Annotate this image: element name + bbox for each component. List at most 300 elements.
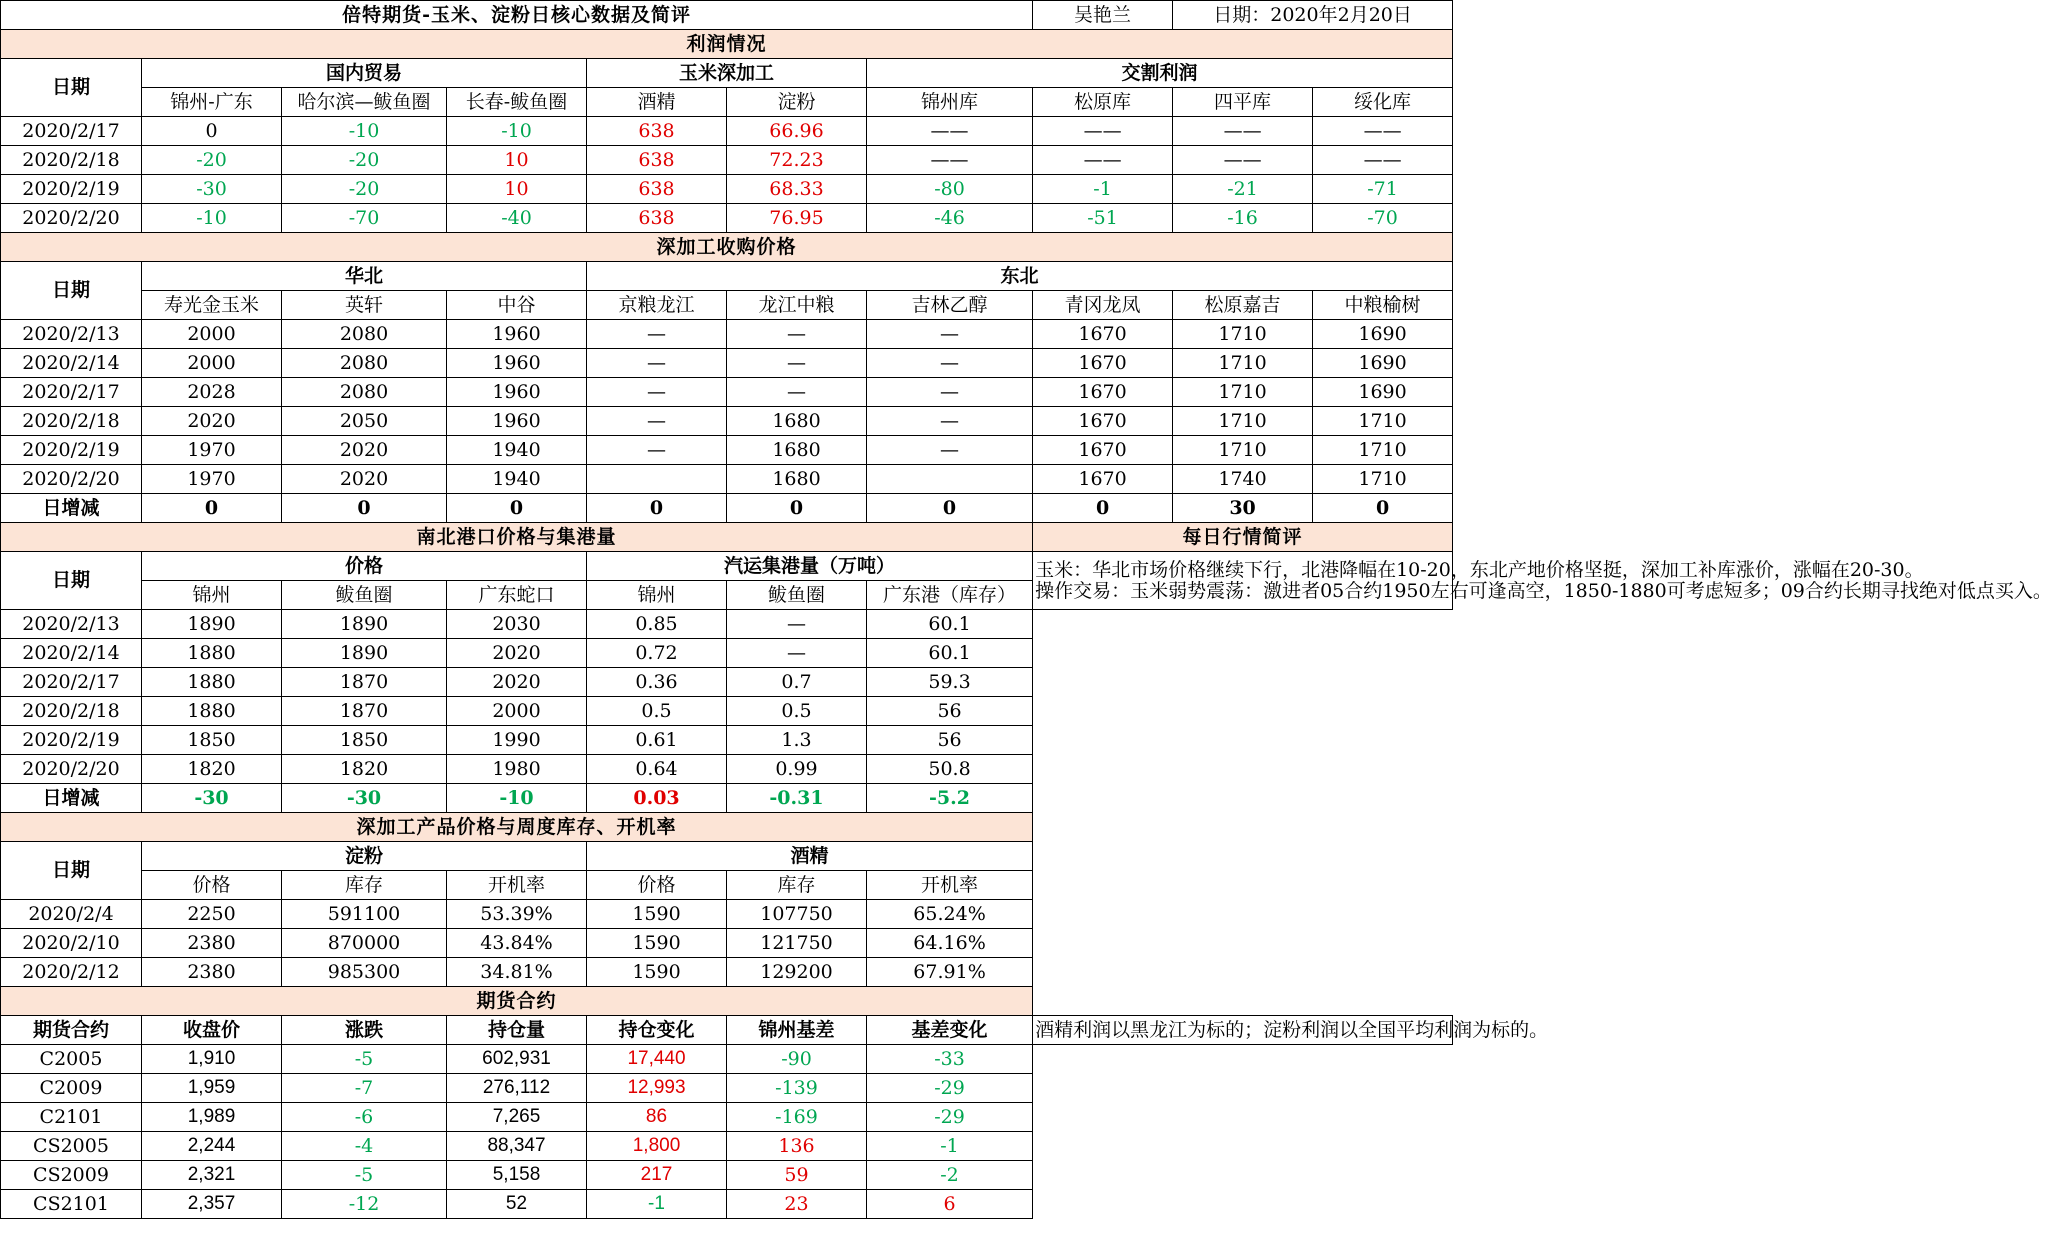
table-cell: 1870 — [282, 668, 447, 697]
table-row — [1, 146, 1453, 175]
table-cell: -80 — [867, 175, 1033, 204]
table-cell: 1,959 — [142, 1074, 282, 1103]
table-cell: 2020/2/12 — [1, 958, 142, 987]
table-cell: -51 — [1033, 204, 1173, 233]
table-cell: 12,993 — [587, 1074, 727, 1103]
table-cell: 1890 — [142, 610, 282, 639]
column-header: 基差变化 — [867, 1016, 1033, 1045]
table-cell: 217 — [587, 1161, 727, 1190]
table-cell: 64.16% — [867, 929, 1033, 958]
column-header: 锦州库 — [867, 88, 1033, 117]
table-cell: 2050 — [282, 407, 447, 436]
table-cell: 2020/2/17 — [1, 668, 142, 697]
column-header: 中谷 — [447, 291, 587, 320]
table-cell: 1980 — [447, 755, 587, 784]
port-change-row — [1, 784, 1453, 813]
column-header: 中粮榆树 — [1313, 291, 1453, 320]
table-cell: 53.39% — [447, 900, 587, 929]
table-cell: —— — [1173, 146, 1313, 175]
table-cell: 1690 — [1313, 349, 1453, 378]
table-cell: 52 — [447, 1190, 587, 1219]
table-cell: 1590 — [587, 929, 727, 958]
column-header: 京粮龙江 — [587, 291, 727, 320]
table-cell: 66.96 — [727, 117, 867, 146]
table-cell: — — [727, 320, 867, 349]
purchase-group-north: 华北 — [142, 262, 587, 291]
table-cell: 0 — [867, 494, 1033, 523]
commentary-paragraph: 操作交易：玉米弱势震荡：激进者05合约1950左右可逢高空，1850-1880可考虑短多；09合约长期寻找绝对低点买入。 — [1035, 579, 2052, 602]
table-cell: —— — [867, 146, 1033, 175]
table-cell: — — [587, 378, 727, 407]
table-cell: 1960 — [447, 407, 587, 436]
table-cell: 59 — [727, 1161, 867, 1190]
table-cell: -29 — [867, 1074, 1033, 1103]
table-cell: — — [867, 407, 1033, 436]
table-cell — [587, 465, 727, 494]
commentary-section-title: 每日行情简评 — [1033, 523, 1453, 552]
table-cell: CS2005 — [1, 1132, 142, 1161]
table-cell: 2020/2/19 — [1, 436, 142, 465]
table-cell: — — [727, 639, 867, 668]
products-group-alcohol: 酒精 — [587, 842, 1033, 871]
table-cell: 0.03 — [587, 784, 727, 813]
table-cell: — — [727, 349, 867, 378]
table-cell: — — [727, 378, 867, 407]
table-cell: — — [587, 407, 727, 436]
table-cell: 2000 — [447, 697, 587, 726]
table-row — [1, 639, 1453, 668]
report-title: 倍特期货-玉米、淀粉日核心数据及简评 — [1, 1, 1033, 30]
column-header: 开机率 — [867, 871, 1033, 900]
table-cell: -33 — [867, 1045, 1033, 1074]
table-cell: 1880 — [142, 639, 282, 668]
port-group-volume: 汽运集港量（万吨） — [587, 552, 1033, 581]
table-row — [1, 697, 1453, 726]
row-label: 日增减 — [1, 494, 142, 523]
table-cell: 1710 — [1173, 378, 1313, 407]
table-cell: 56 — [867, 726, 1033, 755]
table-cell: 1850 — [282, 726, 447, 755]
table-cell: 985300 — [282, 958, 447, 987]
table-cell: 10 — [447, 175, 587, 204]
table-row — [1, 407, 1453, 436]
table-cell: 2020 — [282, 436, 447, 465]
column-header: 长春-鲅鱼圈 — [447, 88, 587, 117]
column-header: 持仓量 — [447, 1016, 587, 1045]
column-header: 淀粉 — [727, 88, 867, 117]
column-header: 价格 — [587, 871, 727, 900]
table-cell: 107750 — [727, 900, 867, 929]
table-cell: 2020 — [447, 668, 587, 697]
purchase-change-row — [1, 494, 1453, 523]
table-cell: 34.81% — [447, 958, 587, 987]
table-cell: 1710 — [1173, 407, 1313, 436]
products-rows — [1, 900, 1453, 987]
table-cell: 2020/2/18 — [1, 407, 142, 436]
commentary-note: 酒精利润以黑龙江为标的；淀粉利润以全国平均利润为标的。 — [1033, 1016, 1453, 1045]
table-cell: 0 — [587, 494, 727, 523]
table-cell: 1940 — [447, 465, 587, 494]
table-cell: 2,357 — [142, 1190, 282, 1219]
column-header: 锦州 — [587, 581, 727, 610]
table-cell: 1670 — [1033, 465, 1173, 494]
table-cell: 67.91% — [867, 958, 1033, 987]
table-row — [1, 378, 1453, 407]
table-cell: 1670 — [1033, 436, 1173, 465]
table-cell: 1,910 — [142, 1045, 282, 1074]
column-header: 锦州 — [142, 581, 282, 610]
table-cell: 2000 — [142, 349, 282, 378]
table-cell: C2101 — [1, 1103, 142, 1132]
column-header: 酒精 — [587, 88, 727, 117]
purchase-rows — [1, 320, 1453, 494]
purchase-section-title: 深加工收购价格 — [1, 233, 1453, 262]
table-cell: -4 — [282, 1132, 447, 1161]
futures-section-title: 期货合约 — [1, 987, 1033, 1016]
table-cell: -5.2 — [867, 784, 1033, 813]
profit-section-title: 利润情况 — [1, 30, 1453, 59]
table-cell: -10 — [447, 784, 587, 813]
table-row — [1, 929, 1453, 958]
table-cell: 1690 — [1313, 320, 1453, 349]
table-cell: —— — [1173, 117, 1313, 146]
table-cell: 72.23 — [727, 146, 867, 175]
table-cell: 1710 — [1313, 465, 1453, 494]
table-cell: -30 — [142, 175, 282, 204]
table-row — [1, 610, 1453, 639]
table-cell: -10 — [142, 204, 282, 233]
table-row — [1, 1103, 1453, 1132]
table-row — [1, 726, 1453, 755]
table-cell: 0.72 — [587, 639, 727, 668]
table-cell: 2020/2/20 — [1, 755, 142, 784]
table-cell: 17,440 — [587, 1045, 727, 1074]
table-cell: 2020/2/18 — [1, 146, 142, 175]
table-cell: -30 — [282, 784, 447, 813]
table-cell: -21 — [1173, 175, 1313, 204]
table-cell: — — [867, 378, 1033, 407]
table-cell: 1870 — [282, 697, 447, 726]
table-cell: 638 — [587, 175, 727, 204]
table-cell: 1960 — [447, 320, 587, 349]
table-cell: 1960 — [447, 349, 587, 378]
table-cell: 2080 — [282, 349, 447, 378]
table-cell: 1680 — [727, 465, 867, 494]
table-cell: 638 — [587, 117, 727, 146]
table-cell: 1670 — [1033, 407, 1173, 436]
table-cell: 7,265 — [447, 1103, 587, 1132]
table-cell: — — [867, 349, 1033, 378]
table-cell: 870000 — [282, 929, 447, 958]
table-cell: -10 — [447, 117, 587, 146]
column-header: 青冈龙凤 — [1033, 291, 1173, 320]
table-cell: —— — [1313, 117, 1453, 146]
column-header: 英轩 — [282, 291, 447, 320]
table-cell: 2380 — [142, 929, 282, 958]
table-cell: 0.36 — [587, 668, 727, 697]
table-cell: -90 — [727, 1045, 867, 1074]
commentary-paragraph: 玉米：华北市场价格继续下行，北港降幅在10-20，东北产地价格坚挺，深加工补库涨价，涨幅在20-30。 — [1035, 558, 1924, 581]
table-cell: -70 — [282, 204, 447, 233]
column-header: 鲅鱼圈 — [282, 581, 447, 610]
table-cell: 1690 — [1313, 378, 1453, 407]
column-header: 四平库 — [1173, 88, 1313, 117]
table-cell: 2020 — [282, 465, 447, 494]
table-cell: 1960 — [447, 378, 587, 407]
table-cell: 1890 — [282, 639, 447, 668]
table-row — [1, 349, 1453, 378]
column-header: 寿光金玉米 — [142, 291, 282, 320]
table-cell: 0.5 — [587, 697, 727, 726]
column-header: 松原嘉吉 — [1173, 291, 1313, 320]
table-row — [1, 958, 1453, 987]
table-cell: -1 — [587, 1190, 727, 1219]
table-cell: C2009 — [1, 1074, 142, 1103]
table-cell: 1680 — [727, 436, 867, 465]
column-header: 库存 — [727, 871, 867, 900]
table-cell: -40 — [447, 204, 587, 233]
products-group-starch: 淀粉 — [142, 842, 587, 871]
table-cell: -30 — [142, 784, 282, 813]
table-cell: 1680 — [727, 407, 867, 436]
table-cell: -16 — [1173, 204, 1313, 233]
table-cell: 56 — [867, 697, 1033, 726]
table-cell: 0 — [282, 494, 447, 523]
table-cell: C2005 — [1, 1045, 142, 1074]
table-cell: — — [587, 320, 727, 349]
port-section-title: 南北港口价格与集港量 — [1, 523, 1033, 552]
table-cell: 591100 — [282, 900, 447, 929]
table-cell: 1670 — [1033, 378, 1173, 407]
table-cell: 1590 — [587, 900, 727, 929]
table-cell: 2,244 — [142, 1132, 282, 1161]
column-header: 涨跌 — [282, 1016, 447, 1045]
table-cell: 2020/2/17 — [1, 378, 142, 407]
table-cell: -20 — [282, 175, 447, 204]
table-row — [1, 668, 1453, 697]
table-cell: 1710 — [1173, 436, 1313, 465]
table-cell: 2080 — [282, 320, 447, 349]
table-cell: -1 — [867, 1132, 1033, 1161]
table-cell: -46 — [867, 204, 1033, 233]
table-cell: -70 — [1313, 204, 1453, 233]
table-cell: 86 — [587, 1103, 727, 1132]
profit-rows — [1, 117, 1453, 233]
table-cell: 129200 — [727, 958, 867, 987]
table-cell: -7 — [282, 1074, 447, 1103]
table-row — [1, 1161, 1453, 1190]
report-date: 日期：2020年2月20日 — [1173, 1, 1453, 30]
table-cell: 1990 — [447, 726, 587, 755]
table-cell: 60.1 — [867, 610, 1033, 639]
table-cell: 1710 — [1173, 349, 1313, 378]
table-row — [1, 755, 1453, 784]
table-cell: 638 — [587, 146, 727, 175]
table-cell: — — [867, 320, 1033, 349]
table-cell: 2,321 — [142, 1161, 282, 1190]
table-cell: 2250 — [142, 900, 282, 929]
table-cell: 0.5 — [727, 697, 867, 726]
table-cell: 1,800 — [587, 1132, 727, 1161]
table-row — [1, 117, 1453, 146]
table-cell: 1,989 — [142, 1103, 282, 1132]
port-group-price: 价格 — [142, 552, 587, 581]
table-cell: 2020/2/19 — [1, 726, 142, 755]
table-cell: 0.99 — [727, 755, 867, 784]
table-cell: -10 — [282, 117, 447, 146]
port-date-header: 日期 — [1, 552, 142, 610]
table-cell: -5 — [282, 1045, 447, 1074]
port-rows — [1, 610, 1453, 784]
table-cell: 2020/2/13 — [1, 610, 142, 639]
table-cell: -71 — [1313, 175, 1453, 204]
table-cell: -139 — [727, 1074, 867, 1103]
table-row — [1, 436, 1453, 465]
table-cell: 0 — [142, 117, 282, 146]
table-cell: 0 — [142, 494, 282, 523]
table-cell: -20 — [282, 146, 447, 175]
table-row — [1, 465, 1453, 494]
products-date-header: 日期 — [1, 842, 142, 900]
table-cell: 1820 — [142, 755, 282, 784]
table-cell: -2 — [867, 1161, 1033, 1190]
table-cell: 1.3 — [727, 726, 867, 755]
table-cell: —— — [1033, 146, 1173, 175]
table-cell: -5 — [282, 1161, 447, 1190]
futures-column-headers — [1, 1016, 1453, 1045]
table-cell: —— — [1313, 146, 1453, 175]
column-header: 锦州基差 — [727, 1016, 867, 1045]
table-cell: 1670 — [1033, 320, 1173, 349]
column-header: 期货合约 — [1, 1016, 142, 1045]
table-cell: 2020/2/10 — [1, 929, 142, 958]
profit-column-headers — [1, 88, 1453, 117]
table-cell: -169 — [727, 1103, 867, 1132]
table-cell: 88,347 — [447, 1132, 587, 1161]
table-cell: —— — [867, 117, 1033, 146]
table-cell: 2380 — [142, 958, 282, 987]
table-cell: 23 — [727, 1190, 867, 1219]
table-cell: 0.7 — [727, 668, 867, 697]
table-cell: CS2101 — [1, 1190, 142, 1219]
table-cell: CS2009 — [1, 1161, 142, 1190]
table-cell: 1970 — [142, 436, 282, 465]
table-cell: 10 — [447, 146, 587, 175]
table-cell: 0 — [1313, 494, 1453, 523]
table-row — [1, 900, 1453, 929]
table-cell: 68.33 — [727, 175, 867, 204]
column-header: 龙江中粮 — [727, 291, 867, 320]
table-row — [1, 320, 1453, 349]
table-cell: 1880 — [142, 668, 282, 697]
table-cell: 1590 — [587, 958, 727, 987]
table-cell: 2020 — [142, 407, 282, 436]
table-cell: 6 — [867, 1190, 1033, 1219]
column-header: 松原库 — [1033, 88, 1173, 117]
table-cell: -6 — [282, 1103, 447, 1132]
table-row — [1, 1132, 1453, 1161]
table-cell: 1970 — [142, 465, 282, 494]
column-header: 开机率 — [447, 871, 587, 900]
futures-rows — [1, 1045, 1453, 1219]
table-cell: 2020/2/19 — [1, 175, 142, 204]
table-cell: 2030 — [447, 610, 587, 639]
table-cell: 59.3 — [867, 668, 1033, 697]
table-cell: 2020/2/20 — [1, 465, 142, 494]
table-cell: -20 — [142, 146, 282, 175]
table-cell: 2000 — [142, 320, 282, 349]
column-header: 价格 — [142, 871, 282, 900]
column-header: 广东蛇口 — [447, 581, 587, 610]
column-header: 吉林乙醇 — [867, 291, 1033, 320]
profit-group-delivery: 交割利润 — [867, 59, 1453, 88]
table-cell: 2020/2/17 — [1, 117, 142, 146]
table-cell: 1710 — [1173, 320, 1313, 349]
profit-group-processing: 玉米深加工 — [587, 59, 867, 88]
table-row — [1, 1190, 1453, 1219]
table-cell: — — [867, 436, 1033, 465]
table-cell: 1820 — [282, 755, 447, 784]
table-cell: -12 — [282, 1190, 447, 1219]
table-cell: 1740 — [1173, 465, 1313, 494]
column-header: 广东港（库存） — [867, 581, 1033, 610]
table-cell: 2020/2/14 — [1, 639, 142, 668]
column-header: 哈尔滨—鲅鱼圈 — [282, 88, 447, 117]
table-cell: — — [727, 610, 867, 639]
table-cell: 65.24% — [867, 900, 1033, 929]
table-cell: 2020/2/18 — [1, 697, 142, 726]
table-cell: 602,931 — [447, 1045, 587, 1074]
row-label: 日增减 — [1, 784, 142, 813]
column-header: 持仓变化 — [587, 1016, 727, 1045]
table-cell: 60.1 — [867, 639, 1033, 668]
author-name: 吴艳兰 — [1033, 1, 1173, 30]
table-cell: 1880 — [142, 697, 282, 726]
table-cell: 1670 — [1033, 349, 1173, 378]
table-cell: 0.61 — [587, 726, 727, 755]
table-cell: -1 — [1033, 175, 1173, 204]
column-header: 锦州-广东 — [142, 88, 282, 117]
table-cell: -29 — [867, 1103, 1033, 1132]
table-cell: 50.8 — [867, 755, 1033, 784]
table-cell: 1710 — [1313, 436, 1453, 465]
table-cell: —— — [1033, 117, 1173, 146]
table-cell: 0.85 — [587, 610, 727, 639]
column-header: 鲅鱼圈 — [727, 581, 867, 610]
table-cell: 5,158 — [447, 1161, 587, 1190]
table-cell: 638 — [587, 204, 727, 233]
table-cell: 1890 — [282, 610, 447, 639]
profit-date-header: 日期 — [1, 59, 142, 117]
table-cell: — — [587, 349, 727, 378]
table-cell: 43.84% — [447, 929, 587, 958]
table-cell: 2020/2/20 — [1, 204, 142, 233]
table-cell: 2028 — [142, 378, 282, 407]
table-cell: 2080 — [282, 378, 447, 407]
table-cell: 2020/2/4 — [1, 900, 142, 929]
table-cell: 2020/2/14 — [1, 349, 142, 378]
table-cell: 0 — [727, 494, 867, 523]
table-row — [1, 204, 1453, 233]
table-cell — [867, 465, 1033, 494]
table-cell: 76.95 — [727, 204, 867, 233]
column-header: 绥化库 — [1313, 88, 1453, 117]
table-cell: 2020 — [447, 639, 587, 668]
table-cell: -0.31 — [727, 784, 867, 813]
table-cell: 0.64 — [587, 755, 727, 784]
products-column-headers — [1, 871, 1453, 900]
purchase-column-headers — [1, 291, 1453, 320]
